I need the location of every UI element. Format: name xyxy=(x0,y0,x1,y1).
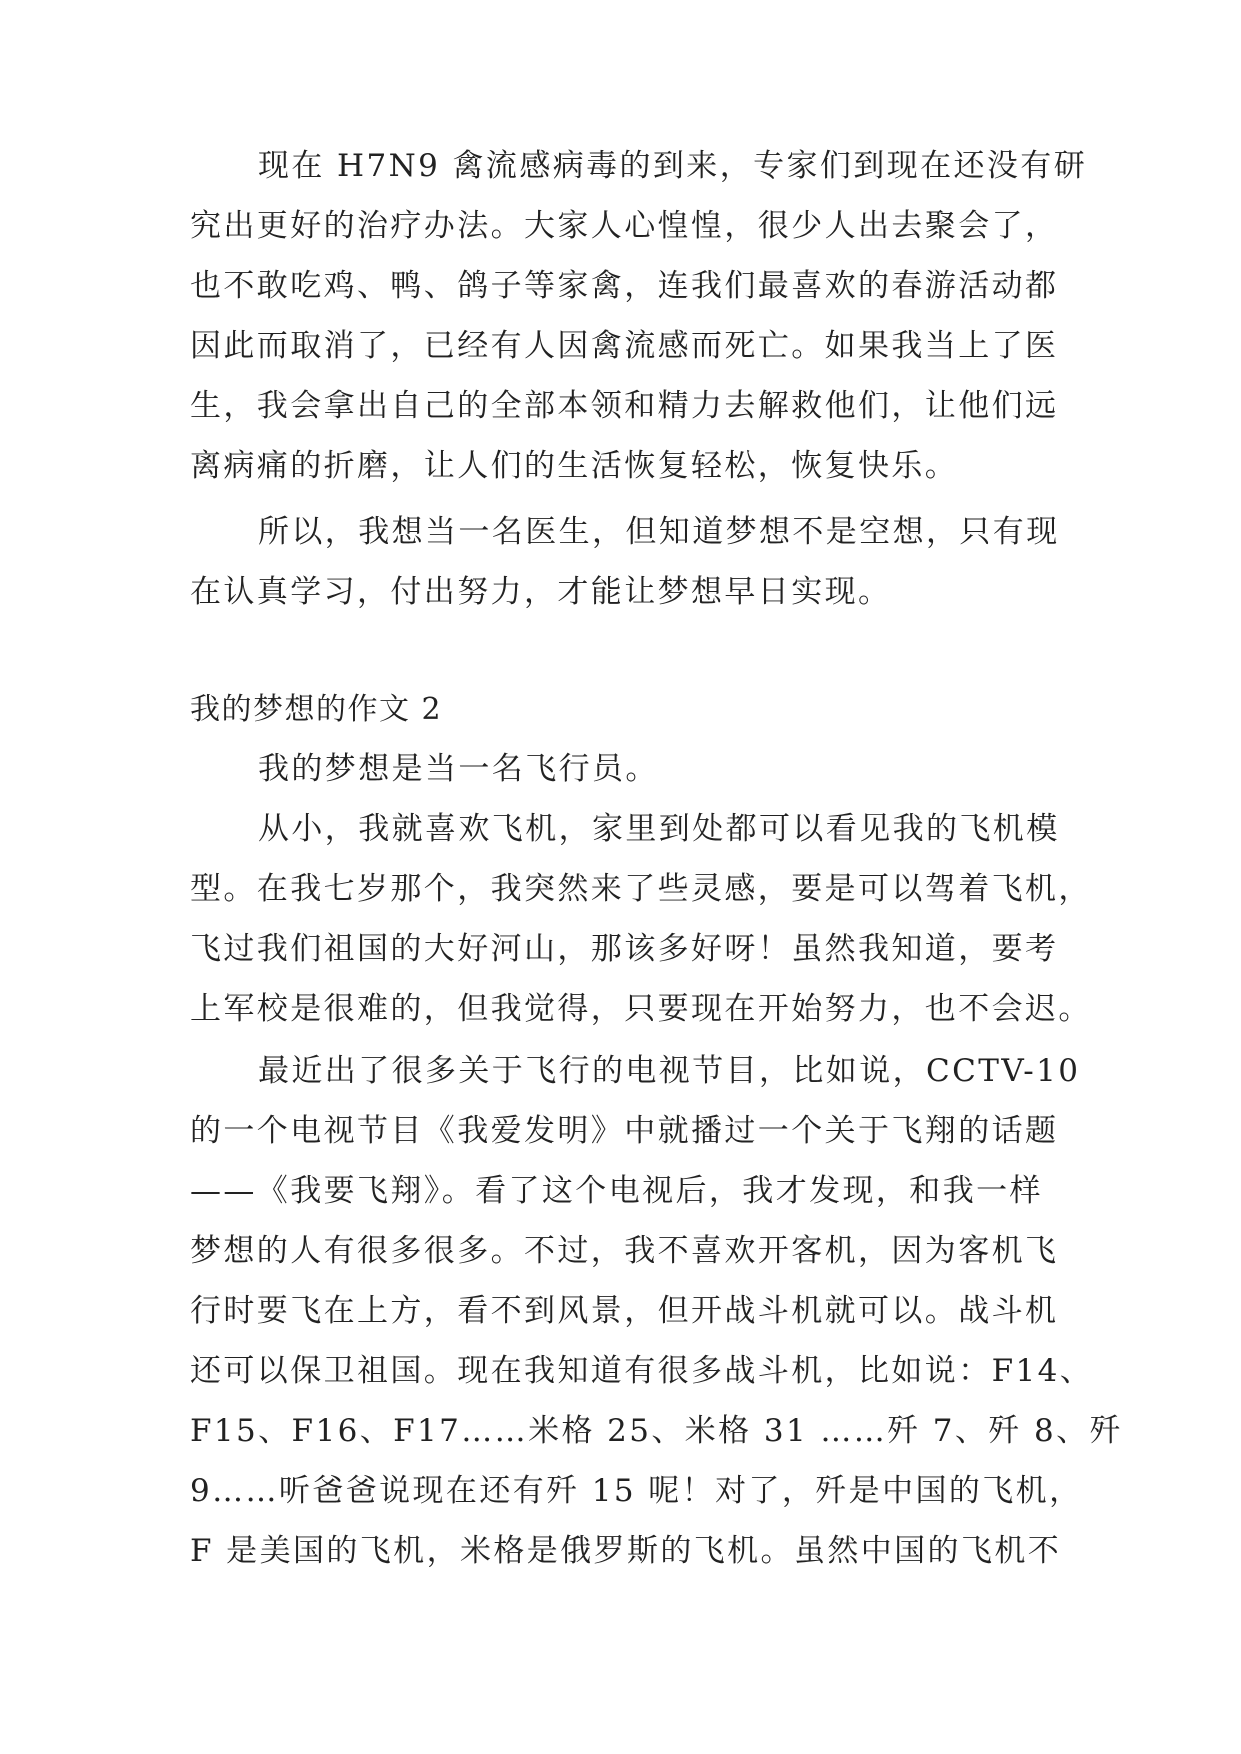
paragraph-line: 也不敢吃鸡、鸭、鸽子等家禽，连我们最喜欢的春游活动都 xyxy=(190,268,1059,304)
paragraph-line: 所以，我想当一名医生，但知道梦想不是空想，只有现 xyxy=(258,514,1060,550)
paragraph-line: 离病痛的折磨，让人们的生活恢复轻松，恢复快乐。 xyxy=(190,448,959,484)
section-title: 我的梦想的作文 2 xyxy=(190,692,443,727)
paragraph-line: 行时要飞在上方，看不到风景，但开战斗机就可以。战斗机 xyxy=(190,1293,1059,1329)
paragraph-line: 的一个电视节目《我爱发明》中就播过一个关于飞翔的话题 xyxy=(190,1113,1059,1149)
paragraph-line: 最近出了很多关于飞行的电视节目，比如说，CCTV-10 xyxy=(258,1053,1081,1089)
paragraph-line: F 是美国的飞机，米格是俄罗斯的飞机。虽然中国的飞机不 xyxy=(190,1533,1062,1569)
paragraph-line: 型。在我七岁那个，我突然来了些灵感，要是可以驾着飞机， xyxy=(190,871,1092,907)
paragraph-line: 上军校是很难的，但我觉得，只要现在开始努力，也不会迟。 xyxy=(190,991,1092,1027)
paragraph-line: 现在 H7N9 禽流感病毒的到来，专家们到现在还没有研 xyxy=(258,148,1088,184)
paragraph-line: 生，我会拿出自己的全部本领和精力去解救他们，让他们远 xyxy=(190,388,1059,424)
paragraph-line: 究出更好的治疗办法。大家人心惶惶，很少人出去聚会了， xyxy=(190,208,1059,244)
paragraph-line: 从小，我就喜欢飞机，家里到处都可以看见我的飞机模 xyxy=(258,811,1060,847)
paragraph-line: 飞过我们祖国的大好河山，那该多好呀！虽然我知道，要考 xyxy=(190,931,1059,967)
paragraph-line: 我的梦想是当一名飞行员。 xyxy=(258,751,659,787)
paragraph-line: ——《我要飞翔》。看了这个电视后，我才发现，和我一样 xyxy=(190,1173,1043,1209)
paragraph-line: 9……听爸爸说现在还有歼 15 呢！对了，歼是中国的飞机， xyxy=(190,1473,1083,1509)
paragraph-line: 梦想的人有很多很多。不过，我不喜欢开客机，因为客机飞 xyxy=(190,1233,1059,1269)
paragraph-line: 还可以保卫祖国。现在我知道有很多战斗机，比如说：F14、 xyxy=(190,1353,1094,1389)
paragraph-line: F15、F16、F17……米格 25、米格 31 ……歼 7、歼 8、歼 xyxy=(190,1413,1123,1449)
paragraph-line: 因此而取消了，已经有人因禽流感而死亡。如果我当上了医 xyxy=(190,328,1059,364)
paragraph-line: 在认真学习，付出努力，才能让梦想早日实现。 xyxy=(190,574,892,610)
